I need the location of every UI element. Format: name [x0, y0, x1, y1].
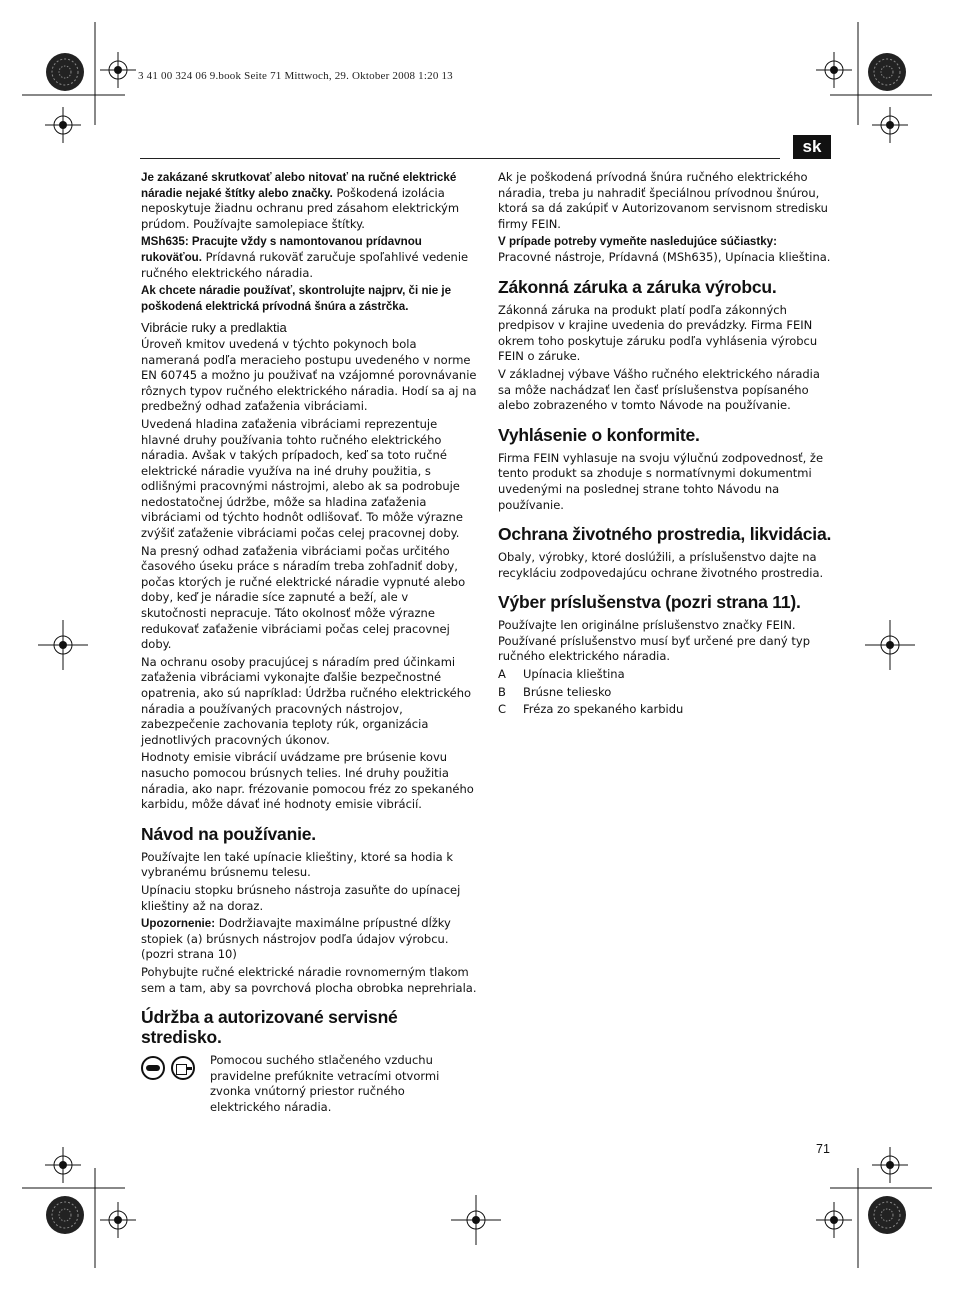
- registration-crosshair-icon: [451, 1195, 501, 1245]
- list-item: C Fréza zo spekaného karbidu: [498, 702, 684, 717]
- list-item: B Brúsne teliesko: [498, 684, 612, 699]
- paragraph: Používajte len originálne príslušenstvo značky FEIN. Používané príslušenstvo musí byť určené pre daný typ ručného elektrického náradia.: [498, 618, 811, 664]
- paragraph: Pomocou suchého stlačeného vzduchu pravidelne prefúknite vetracími otvormi zvonka vnútorný priestor ručného elektrického náradia.: [210, 1053, 440, 1114]
- paragraph: Zákonná záruka na produkt platí podľa zákonných predpisov v krajine uvedenia do prevádzky. Firma FEIN okrem toho poskytuje záruku podľa vyhlásenia výrobcu FEIN o záruke.: [498, 302, 818, 364]
- paragraph: Pracovné nástroje, Prídavná (MSh635), Upínacia klieština.: [498, 249, 831, 264]
- heading-zaruka: Zákonná záruka a záruka výrobcu.: [498, 276, 777, 297]
- registration-crosshair-icon: [865, 620, 915, 670]
- registration-wheel-icon: [46, 53, 84, 91]
- book-info-header: 3 41 00 324 06 9.book Seite 71 Mittwoch, 29. Oktober 2008 1:20 13: [138, 70, 453, 82]
- registration-wheel-icon: [868, 53, 906, 91]
- paragraph: Upozornenie: Dodržiavajte maximálne prípustné dĺžky stopiek (a) brúsnych nástrojov podľa údajov výrobcu. (pozri strana 10): [141, 916, 451, 962]
- paragraph: Uvedená hladina zaťaženia vibráciami reprezentuje hlavné druhy používania tohto ručného elektrického náradia. Avšak v takých prípadoch, keď sa toto ručné elektrické náradie využíva na iné druhy použitia, s odlišnými pracovnými nástrojmi, alebo ak sa podrobuje nedostatočnej údržbe, môže sa hladina zaťaženia vibráciami od týchto hodnôt odlišovať. To môže výrazne zvýšiť zaťaženie vibráciami počas celej pracovnej doby.: [141, 416, 463, 541]
- registration-crosshair-icon: [872, 107, 908, 143]
- paragraph: Na presný odhad zaťaženia vibráciami počas určitého časového úseku práce s náradím treba zohľadniť doby, počas ktorých je ručné elektrické náradie vypnuté alebo doby, keď je náradie síce zapnuté a beží, ale v skutočnosti nepracuje. Táto okolnosť môže výrazne redukovať zaťaženie vibráciami počas celej pracovnej doby.: [141, 543, 466, 652]
- paragraph: Ak je poškodená prívodná šnúra ručného elektrického náradia, treba ju nahradiť špeciálnou prívodnou šnúrou, ktorá sa dá zakúpiť v Autorizovanom servisnom stredisku firmy FEIN.: [498, 170, 828, 231]
- paragraph: Firma FEIN vyhlasuje na svoju výlučnú zodpovednosť, že tento produkt sa zhoduje s normatívnymi dokumentmi uvedenými na poslednej strane tohto Návodu na používanie.: [498, 450, 824, 512]
- paragraph: Je zakázané skrutkovať alebo nitovať na ručné elektrické náradie nejaké štítky alebo značky. Poškodená izolácia neposkytuje žiadnu ochranu pred zásahom elektrickým prúdom. Používajte samolepiace štítky.: [141, 171, 460, 231]
- registration-crosshair-icon: [816, 1202, 852, 1238]
- registration-crosshair-icon: [100, 1202, 136, 1238]
- paragraph: Úroveň kmitov uvedená v týchto pokynoch bola nameraná podľa meracieho postupu uvedeného v norme EN 60745 a možno ju použivať na vzájomné porovnávanie rôznych typov ručného elektrického náradia. Hodí sa aj na predbežný odhad zaťaženia vibráciami.: [141, 336, 477, 414]
- paragraph: MSh635: Pracujte vždy s namontovanou prídavnou rukoväťou. Prídavná rukoväť zaručuje spoľahlivé vedenie ručného elektrického náradia.: [141, 235, 469, 280]
- heading-konformita: Vyhlásenie o konformite.: [498, 424, 700, 445]
- paragraph: V základnej výbave Vášho ručného elektrického náradia sa môže nachádzať len časť príslušenstva popísaného alebo zobrazeného v tomto Návode na používanie.: [498, 366, 820, 413]
- maintenance-block: [141, 1053, 477, 1117]
- header-rule: [140, 158, 780, 159]
- registration-wheel-icon: [868, 1196, 906, 1234]
- paragraph: Obaly, výrobky, ktoré doslúžili, a príslušenstvo dajte na recykláciu zodpovedajúcu ochrane životného prostredia.: [498, 550, 824, 580]
- goggles-icon: [141, 1056, 165, 1080]
- paragraph: Upínaciu stopku brúsneho nástroja zasuňte do upínacej klieštiny až na doraz.: [141, 882, 461, 913]
- registration-wheel-icon: [46, 1196, 84, 1234]
- registration-crosshair-icon: [872, 1147, 908, 1183]
- heading-vyber: Výber príslušenstva (pozri strana 11).: [498, 592, 801, 613]
- paragraph: Hodnoty emisie vibrácií uvádzame pre brúsenie kovu nasucho pomocou brúsnych telies. Iné druhy použitia náradia, ako napr. frézovanie pomocou fréz zo spekaného karbidu, môže dávať iné hodnoty emisie vibrácií.: [141, 750, 474, 812]
- paragraph: Pohybujte ručné elektrické náradie rovnomerným tlakom sem a tam, aby sa povrchová plocha obrobka neprehriala.: [141, 964, 477, 995]
- list-item: A Upínacia klieština: [498, 667, 625, 682]
- registration-crosshair-icon: [45, 1147, 81, 1183]
- right-column: [498, 170, 834, 720]
- heading-navod: Návod na používanie.: [141, 823, 316, 844]
- paragraph: V prípade potreby vymeňte nasledujúce súčiastky:: [498, 235, 777, 249]
- left-column: [141, 170, 477, 1117]
- subheading-vibration: Vibrácie ruky a predlaktia: [141, 320, 287, 336]
- paragraph: Ak chcete náradie používať, skontrolujte najprv, či nie je poškodená elektrická prívodná šnúra a zástrčka.: [141, 284, 452, 313]
- registration-crosshair-icon: [45, 107, 81, 143]
- page-number: 71: [816, 1142, 830, 1156]
- paragraph: Na ochranu osoby pracujúcej s náradím pred účinkami zaťaženia vibráciami vykonajte ďalšie bezpečnostné opatrenia, ako sú napríklad: Údržba ručného elektrického náradia a používaných pracovných nástrojov, zabezpečenie zachovania teploty rúk, organizácia jednotlivých pracovných úkonov.: [141, 654, 472, 747]
- heading-ochrana: Ochrana životného prostredia, likvidácia.: [498, 524, 832, 545]
- paragraph: Používajte len také upínacie klieštiny, ktoré sa hodia k vybranému brúsnemu telesu.: [141, 849, 453, 880]
- registration-crosshair-icon: [38, 620, 88, 670]
- heading-udrzba: Údržba a autorizované servisné stredisko.: [141, 1007, 398, 1048]
- registration-crosshair-icon: [816, 52, 852, 88]
- blow-out-icon: [171, 1056, 195, 1080]
- language-tab: sk: [793, 135, 831, 159]
- maintenance-icons: [141, 1053, 210, 1117]
- registration-crosshair-icon: [100, 52, 136, 88]
